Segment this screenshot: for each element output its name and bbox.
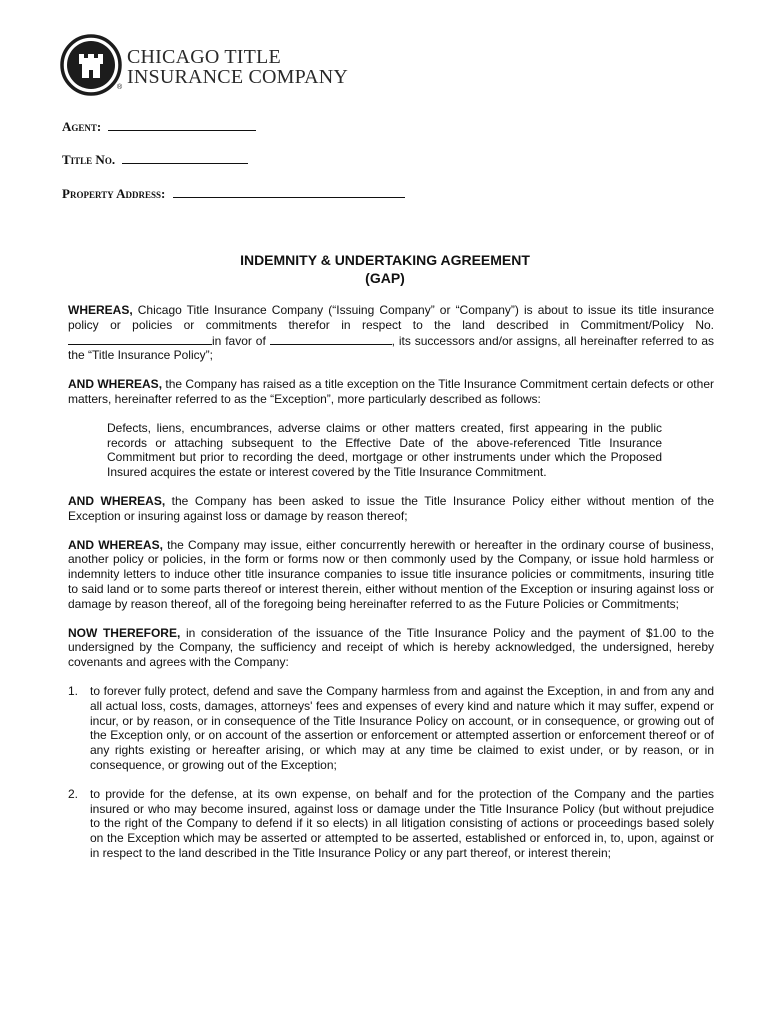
list-item-number: 1. — [68, 683, 79, 698]
logo-wordmark — [127, 47, 348, 87]
title-line-1: INDEMNITY & UNDERTAKING AGREEMENT — [240, 252, 530, 268]
in-favor-of-blank[interactable] — [270, 333, 392, 345]
company-logo — [60, 34, 350, 100]
whereas-text-c: , its successors and/or assigns, all hereinafter referred to as the “Title Insurance Policy”; — [68, 333, 714, 363]
agreement-body — [68, 303, 714, 875]
now-therefore-lead: NOW THEREFORE, — [68, 625, 181, 640]
policy-no-blank[interactable] — [68, 333, 212, 345]
and-whereas-paragraph-3 — [68, 538, 714, 612]
logo-line-2: INSURANCE COMPANY — [127, 66, 349, 88]
title-line-2: (GAP) — [365, 270, 405, 286]
and-whereas-paragraph-2 — [68, 494, 714, 524]
agent-input-line[interactable] — [108, 118, 256, 131]
registered-mark: ® — [117, 84, 123, 91]
document-title — [0, 251, 770, 287]
list-item-text: to forever fully protect, defend and save the Company harmless from and against the Exception, in and from any and all actual loss, costs, damages, attorneys' fees and expenses of every kind and nature which it may suffer, expend or incur, or by reason, or in consequence of the Title Insurance Policy on account, or in consequence, or growing out of the Exception only, or on account of the assertion or enforcement or attempted assertion or enforcement thereof or of any rights existing or hereafter arising, or which may at any time be claimed to exist under, or by reason, or in consequence, or growing out of the Exception; — [90, 683, 714, 772]
list-item-number: 2. — [68, 786, 79, 801]
whereas-paragraph — [68, 303, 714, 363]
property-address-input-line[interactable] — [173, 185, 405, 198]
now-therefore-text: in consideration of the issuance of the Title Insurance Policy and the payment of $1.00 to the undersigned by the Company, the sufficiency and receipt of which is hereby acknowledged, the undersigned, hereby covenants and agrees with the Company: — [68, 625, 715, 670]
list-item — [68, 684, 714, 773]
whereas-text-b: in favor of — [212, 333, 270, 348]
whereas-text-a: Chicago Title Insurance Company (“Issuing Company” or “Company”) is about to issue its title insurance policy or policies or commitments therefor in respect to the land described in Commitment/Policy No. — [68, 303, 714, 332]
castle-tower-icon — [60, 34, 122, 96]
and-whereas-lead-1: AND WHEREAS, — [68, 377, 163, 392]
title-no-field — [62, 151, 248, 168]
title-no-input-line[interactable] — [122, 151, 248, 164]
and-whereas-text-1: the Company has raised as a title exception on the Title Insurance Commitment certain defects or other matters, hereinafter referred to as the “Exception”, more particularly described as follows: — [68, 377, 714, 406]
and-whereas-text-2: the Company has been asked to issue the Title Insurance Policy either without mention of the Exception or insuring against loss or damage by reason thereof; — [68, 493, 714, 523]
agent-field — [62, 118, 256, 135]
and-whereas-lead-3: AND WHEREAS, — [68, 537, 163, 552]
and-whereas-paragraph-1 — [68, 377, 714, 407]
and-whereas-lead-2: AND WHEREAS, — [68, 493, 166, 508]
and-whereas-text-3: the Company may issue, either concurrently herewith or hereafter in the ordinary course of business, another policy or policies, in the form or forms now or then commonly used by the Company, or issue hold harmless or indemnity letters to induce other title insurance companies to issue title insurance policies or commitments, insuring title to said land or to some parts thereof or interest therein, either without mention of the Exception or insuring against loss or damage by reason thereof, all of the foregoing being hereinafter referred to as the Future Policies or Commitments; — [68, 537, 714, 611]
list-item — [68, 787, 714, 861]
whereas-lead: WHEREAS, — [68, 303, 133, 317]
exception-description: Defects, liens, encumbrances, adverse claims or other matters created, first appearing in the public records or attaching subsequent to the Effective Date of the above-referenced Title Insurance Commitment but prior to recording the deed, mortgage or other instruments under which the Proposed Insured acquires the estate or interest covered by the Title Insurance Commitment. — [107, 420, 662, 480]
list-item-text: to provide for the defense, at its own expense, on behalf and for the protection of the Company and the parties insured or who may become insured, against loss or damage under the Title Insurance Policy (but without prejudice to the right of the Company to defend if it so elects) in all litigation consisting of actions or proceedings based solely on the Exception which may be asserted or attempted to be asserted, established or enforced in, to, upon, against or in respect to the land described in the Title Insurance Policy or any part thereof, or interest therein; — [90, 786, 714, 860]
title-no-label: Title No. — [62, 152, 116, 167]
agent-label: Agent: — [62, 119, 102, 134]
property-address-field — [62, 185, 405, 202]
property-address-label: Property Address: — [62, 186, 166, 201]
logo-line-1: CHICAGO TITLE — [127, 46, 281, 68]
now-therefore-paragraph — [68, 626, 714, 670]
